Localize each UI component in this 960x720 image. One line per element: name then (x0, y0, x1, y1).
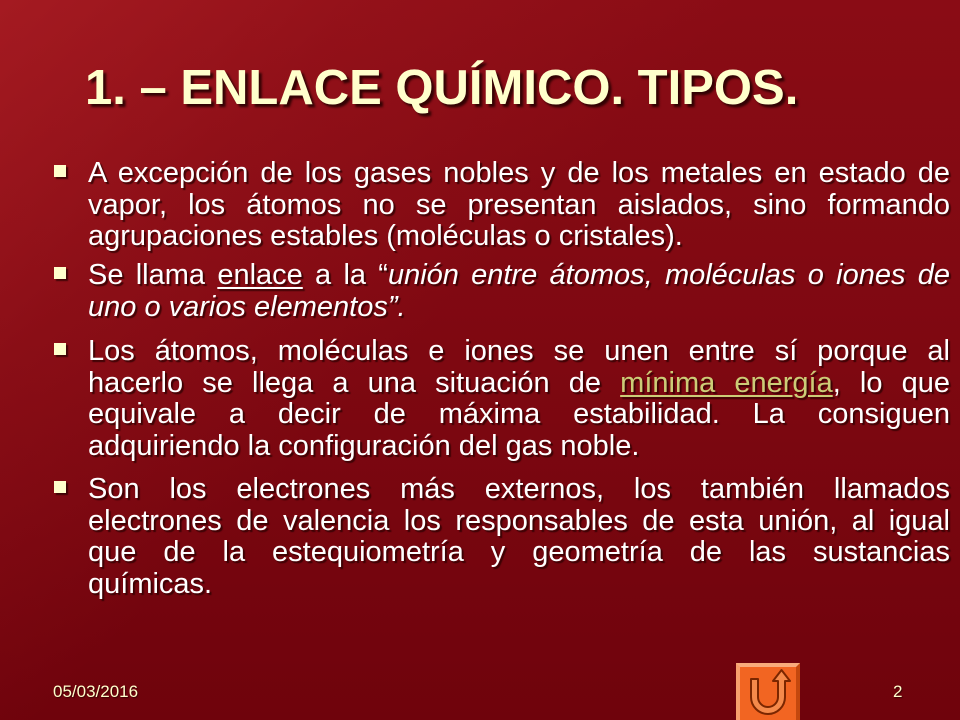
bullet-item (88, 474, 950, 600)
bullet-list (88, 150, 950, 610)
text-line: A excepción de los gases nobles y de los metales en estado de (88, 157, 950, 189)
text-line: equivale a decir de máxima estabilidad. La consiguen (88, 398, 950, 430)
link-minima-energia[interactable]: mínima energía (620, 366, 833, 399)
text-line: Son los electrones más externos, los también llamados (88, 473, 950, 505)
footer-date: 05/03/2016 (53, 682, 139, 701)
bullet-marker (54, 165, 66, 177)
text-line (88, 260, 950, 292)
underlined-term: enlace (217, 259, 303, 291)
text-line: electrones de valencia los responsables de esta unión, al igual (88, 504, 950, 537)
bullet-item (88, 260, 950, 323)
text-segment: a la “ (302, 259, 388, 291)
text-line: adquiriendo la configuración del gas noble. (88, 429, 640, 462)
return-action-button[interactable] (736, 663, 800, 720)
text-segment: Se llama (88, 259, 218, 291)
text-line (88, 368, 950, 400)
text-line: agrupaciones estables (moléculas o cristales). (88, 220, 683, 252)
definition-quote: uno o varios elementos”. (88, 290, 406, 323)
u-turn-arrow-icon[interactable] (740, 667, 796, 720)
bullet-marker (54, 481, 66, 493)
bullet-item (88, 158, 950, 253)
text-segment: , lo que (832, 366, 950, 399)
u-turn-arrow-shape (751, 670, 790, 714)
bullet-marker (54, 267, 66, 279)
text-line: químicas. (88, 567, 213, 600)
slide-number: 2 (893, 682, 903, 701)
text-line: vapor, los átomos no se presentan aislados, sino formando (88, 188, 950, 221)
definition-quote: unión entre átomos, moléculas o iones de (387, 259, 951, 291)
bullet-marker (54, 343, 66, 355)
text-line: que de la estequiometría y geometría de las sustancias (88, 536, 950, 568)
text-line: Los átomos, moléculas e iones se unen entre sí porque al (88, 335, 950, 367)
text-segment: hacerlo se llega a una situación de (88, 366, 621, 399)
slide-title: 1. – ENLACE QUÍMICO. TIPOS. (85, 61, 799, 115)
bullet-item (88, 336, 950, 462)
